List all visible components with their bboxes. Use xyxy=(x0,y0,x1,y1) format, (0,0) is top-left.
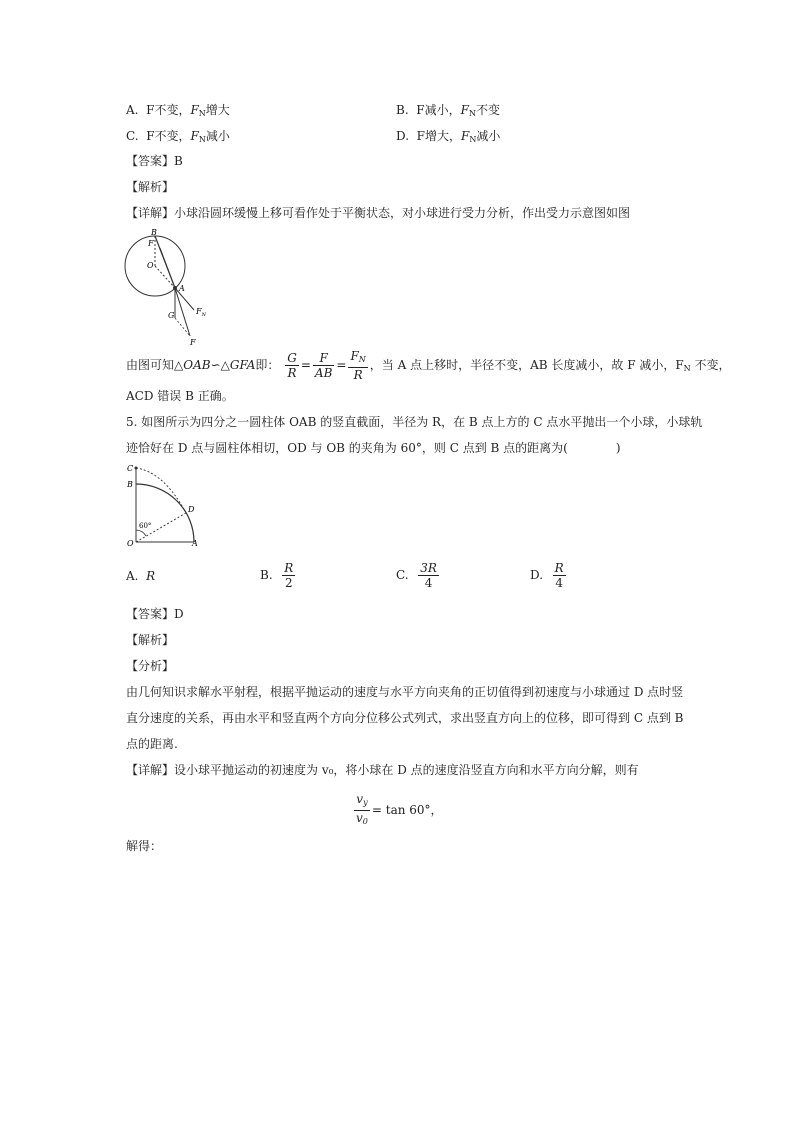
q4-force-diagram xyxy=(120,226,206,347)
label-O: O xyxy=(127,539,134,548)
frac-G-R: $\frac{G}{R}$ xyxy=(287,351,297,380)
detail-label: 【详解】 xyxy=(126,763,175,777)
angle-arc xyxy=(136,530,146,536)
label-D: D xyxy=(188,505,195,514)
force-F-down xyxy=(175,288,190,336)
q5-option-c: C. $\frac{3R}{4}$ xyxy=(396,561,437,590)
label-A: A xyxy=(179,284,185,293)
detail-label: 【详解】 xyxy=(126,206,175,220)
detail-text: 小球沿圆环缓慢上移可看作处于平衡状态，对小球进行受力分析，作出受力示意图如图 xyxy=(174,206,631,220)
q5-fenxi-line2: 直分速度的关系，再由水平和竖直两个方向分位移公式列式，求出竖直方向上的位移，即可得到 C 点到 B xyxy=(126,711,684,725)
q5-analysis-heading: 【解析】 xyxy=(126,633,175,647)
q5-answer: 【答案】D xyxy=(126,607,184,621)
q4-conclusion-line2: ACD 错误 B 正确。 xyxy=(126,389,234,403)
q4-conclusion: 由图可知△OAB∽△GFA即： $\frac{G}{R}$ = $\frac{F}{AB}$ = $\frac{F_N}{R}$ ，当 A 点上移时，半径不变，AB 长度减小，故 F 减小，$F_N$ 不变， xyxy=(126,349,731,382)
label-A: A xyxy=(192,539,198,548)
q5-fenxi-line3: 点的距离. xyxy=(126,737,178,751)
q4-answer: 【答案】B xyxy=(126,154,183,168)
q4-analysis-heading: 【解析】 xyxy=(126,180,175,194)
label-O: O xyxy=(147,261,154,270)
q5-jiede: 解得： xyxy=(126,839,163,853)
detail-text: 设小球平抛运动的初速度为 v₀，将小球在 D 点的速度沿竖直方向和水平方向分解，则有 xyxy=(174,763,639,777)
q4-option-c: C. F不变，$F_N$减小 xyxy=(126,129,230,144)
q5-stem-line1: 5. 如图所示为四分之一圆柱体 OAB 的竖直截面，半径为 R，在 B 点上方的 C 点水平抛出一个小球，小球轨 xyxy=(126,415,703,429)
option-c-fraction: $\frac{3R}{4}$ xyxy=(420,561,437,590)
label-G: G xyxy=(168,311,175,320)
label-C: C xyxy=(127,464,134,473)
label-B: B xyxy=(151,228,157,237)
frac-FN-R: $\frac{F_N}{R}$ xyxy=(350,349,366,382)
label-B: B xyxy=(127,480,133,489)
option-b-fraction: $\frac{R}{2}$ xyxy=(284,561,294,590)
construction-line xyxy=(175,318,190,336)
label-angle: 60° xyxy=(139,522,152,530)
q5-equation: $\frac{v_y}{v_0}$ = tan 60°， xyxy=(352,790,443,830)
frac-F-AB: $\frac{F}{AB}$ xyxy=(314,351,333,380)
q5-fenxi-line1: 由几何知识求解水平射程，根据平抛运动的速度与水平方向夹角的正切值得到初速度与小球通过 D 点时竖 xyxy=(126,685,684,699)
q5-fenxi-heading: 【分析】 xyxy=(126,659,175,673)
q5-stem-line2: 迹恰好在 D 点与圆柱体相切，OD 与 OB 的夹角为 60°，则 C 点到 B 点的距离为( ) xyxy=(126,441,621,455)
option-d-fraction: $\frac{R}{4}$ xyxy=(554,561,564,590)
eq-fraction: $\frac{v_y}{v_0}$ xyxy=(356,792,368,826)
radius-OA xyxy=(155,266,175,288)
q5-cylinder-diagram xyxy=(124,460,204,548)
trajectory xyxy=(136,468,186,513)
q5-option-d: D. $\frac{R}{4}$ xyxy=(530,561,564,590)
force-F-up xyxy=(160,248,175,288)
q4-option-a: A. F不变，$F_N$增大 xyxy=(126,103,230,118)
label-F-top: F xyxy=(148,239,154,248)
q4-option-d: D. F增大，$F_N$减小 xyxy=(396,129,501,144)
label-F-bottom: F xyxy=(190,338,196,347)
q5-option-b: B. $\frac{R}{2}$ xyxy=(260,561,294,590)
point-C xyxy=(135,467,138,470)
q5-detail xyxy=(126,762,639,778)
q4-detail xyxy=(126,205,630,221)
ball-A xyxy=(173,286,177,290)
q4-option-b: B. F减小，$F_N$不变 xyxy=(396,103,500,118)
label-FN: $F_N$ xyxy=(196,307,206,318)
q5-option-a: A. R xyxy=(126,569,156,583)
